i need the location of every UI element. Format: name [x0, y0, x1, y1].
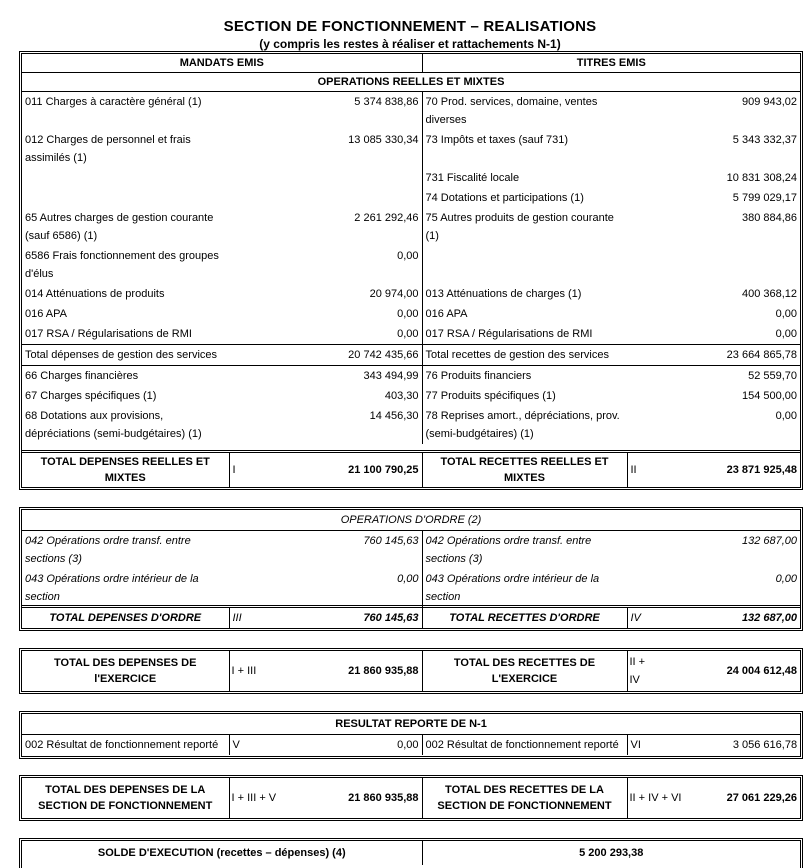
reelles-row — [22, 130, 800, 168]
reelles-rec-value: 0,00 — [775, 308, 798, 320]
reelles-rec-value: 5 799 029,17 — [732, 192, 798, 204]
reelles-fin-dep-label: 67 Charges spécifiques (1) — [25, 390, 157, 402]
reelles-rec-label: 70 Prod. services, domaine, ventes diverses — [422, 92, 627, 131]
reelles-dep-value: 20 974,00 — [369, 288, 419, 300]
total-dep-exercice-code: I + III — [229, 651, 259, 691]
ordre-heading: OPERATIONS D'ORDRE (2) — [340, 514, 482, 526]
ordre-rec-value: 132 687,00 — [741, 535, 798, 547]
reelles-heading: OPERATIONS REELLES ET MIXTES — [317, 76, 505, 88]
ordre-row — [22, 569, 800, 607]
reelles-fin-row — [22, 386, 800, 406]
report-heading: RESULTAT REPORTE DE N-1 — [335, 718, 487, 730]
report-rec-code: VI — [627, 735, 657, 756]
reelles-fin-rec-label: 78 Reprises amort., dépréciations, prov. (semi-budgétaires) (1) — [422, 406, 627, 444]
total-dep-reelles-code: I — [229, 451, 259, 487]
reelles-rec-value: 10 831 308,24 — [726, 172, 798, 184]
reelles-fin-dep-label: 66 Charges financières — [25, 370, 139, 382]
reelles-fin-dep-value: 403,30 — [384, 390, 419, 402]
reelles-row — [22, 304, 800, 324]
total-dep-reelles-label: TOTAL DEPENSES REELLES ET MIXTES — [40, 455, 210, 484]
reelles-fin-rec-value: 0,00 — [775, 410, 798, 422]
total-dep-section-label: TOTAL DES DEPENSES DE LA SECTION DE FONCTIONNEMENT — [38, 784, 213, 812]
reelles-fin-rec-label: 77 Produits spécifiques (1) — [422, 386, 627, 406]
total-rec-reelles-value: 23 871 925,48 — [726, 463, 797, 476]
reelles-dep-value: 5 374 838,86 — [354, 96, 419, 108]
reelles-fin-row — [22, 366, 800, 387]
report-block — [19, 711, 803, 759]
reelles-dep-value: 2 261 292,46 — [354, 212, 419, 224]
reelles-dep-value — [229, 188, 422, 208]
page-title: SECTION DE FONCTIONNEMENT – REALISATIONS — [223, 18, 597, 35]
total-dep-exercice-label: TOTAL DES DEPENSES DE l'EXERCICE — [54, 657, 197, 685]
total-dep-ordre-label: TOTAL DEPENSES D'ORDRE — [49, 612, 202, 624]
reelles-row — [22, 284, 800, 304]
reelles-fin-row — [22, 406, 800, 444]
reelles-dep-label: 016 APA — [25, 308, 67, 320]
solde-label: SOLDE D'EXECUTION (recettes – dépenses) (4) — [97, 847, 346, 859]
reelles-dep-label — [22, 188, 229, 208]
ordre-rec-label: 042 Opérations ordre transf. entre sections (3) — [422, 531, 627, 570]
ordre-rec-value: 0,00 — [775, 573, 798, 585]
reelles-dep-label: 011 Charges à caractère général (1) — [25, 96, 202, 108]
total-dep-ordre-code: III — [229, 607, 259, 629]
report-rec-value: 3 056 616,78 — [732, 739, 798, 751]
reelles-rec-label: 74 Dotations et participations (1) — [422, 188, 627, 208]
reelles-fin-rec-value: 154 500,00 — [741, 390, 798, 402]
ordre-dep-value: 760 145,63 — [363, 535, 419, 547]
reelles-rows2 — [22, 366, 800, 445]
solde-block — [19, 838, 803, 868]
solde-value: 5 200 293,38 — [422, 841, 800, 865]
ordre-dep-label: 042 Opérations ordre transf. entre sections (3) — [25, 535, 191, 565]
total-dep-reelles-value: 21 100 790,25 — [348, 463, 419, 476]
total-dep-exercice-value: 21 860 935,88 — [348, 665, 419, 677]
reelles-rows — [22, 92, 800, 345]
reelles-rec-value: 400 368,12 — [741, 288, 798, 300]
ordre-block — [19, 507, 803, 631]
section-block — [19, 775, 803, 821]
ordre-rec-label: 043 Opérations ordre intérieur de la section — [422, 569, 627, 607]
page-subtitle: (y compris les restes à réaliser et rattachements N-1) — [259, 37, 561, 51]
reelles-dep-label — [22, 168, 229, 188]
reelles-dep-label: 012 Charges de personnel et frais assimilés (1) — [25, 134, 191, 164]
total-rec-ordre-code: IV — [627, 607, 657, 629]
reelles-row — [22, 188, 800, 208]
ordre-rows — [22, 531, 800, 608]
total-rec-exercice-value: 24 004 612,48 — [726, 665, 797, 677]
reelles-dep-value: 0,00 — [397, 328, 419, 340]
reelles-fin-dep-value: 14 456,30 — [369, 410, 419, 422]
total-dep-ordre-value: 760 145,63 — [363, 612, 419, 624]
reelles-rec-label: 731 Fiscalité locale — [422, 168, 627, 188]
reelles-rec-label — [422, 246, 627, 284]
reelles-row — [22, 92, 800, 131]
reelles-rec-label: 013 Atténuations de charges (1) — [422, 284, 627, 304]
total-rec-section-value: 27 061 229,26 — [726, 792, 797, 804]
reelles-row — [22, 168, 800, 188]
reelles-rec-value: 380 884,86 — [741, 212, 798, 224]
reelles-rec-value: 0,00 — [775, 328, 798, 340]
reelles-dep-value — [229, 168, 422, 188]
reelles-rec-label: 017 RSA / Régularisations de RMI — [422, 324, 627, 345]
total-gestion-rec-value: 23 664 865,78 — [726, 349, 798, 361]
reelles-fin-rec-label: 76 Produits financiers — [422, 366, 627, 387]
reelles-dep-label: 017 RSA / Régularisations de RMI — [25, 328, 192, 340]
reelles-rec-label: 75 Autres produits de gestion courante (1) — [422, 208, 627, 246]
total-dep-section-value: 21 860 935,88 — [348, 792, 419, 804]
reelles-fin-dep-value: 343 494,99 — [363, 370, 419, 382]
reelles-rec-value: 909 943,02 — [741, 96, 798, 108]
total-rec-ordre-value: 132 687,00 — [741, 612, 797, 624]
total-gestion-dep-label: Total dépenses de gestion des services — [25, 349, 218, 361]
exercice-block — [19, 648, 803, 694]
reelles-row — [22, 324, 800, 345]
reelles-rec-value: 5 343 332,37 — [732, 134, 798, 146]
total-rec-ordre-label: TOTAL RECETTES D'ORDRE — [422, 607, 627, 629]
ordre-row — [22, 531, 800, 570]
reelles-dep-label: 6586 Frais fonctionnement des groupes d'élus — [25, 250, 219, 280]
total-gestion-rec-label: Total recettes de gestion des services — [422, 345, 627, 366]
ordre-dep-label: 043 Opérations ordre intérieur de la section — [25, 573, 199, 603]
reelles-dep-value: 0,00 — [397, 308, 419, 320]
reelles-row — [22, 208, 800, 246]
reelles-fin-dep-label: 68 Dotations aux provisions, dépréciations (semi-budgétaires) (1) — [25, 410, 202, 440]
reelles-fin-rec-value: 52 559,70 — [748, 370, 798, 382]
reelles-rec-label: 016 APA — [422, 304, 627, 324]
total-dep-section-code: I + III + V — [229, 778, 259, 818]
reelles-dep-label: 65 Autres charges de gestion courante (sauf 6586) (1) — [25, 212, 214, 242]
ordre-dep-value: 0,00 — [397, 573, 419, 585]
total-gestion-dep-value: 20 742 435,66 — [348, 349, 419, 361]
reelles-dep-label: 014 Atténuations de produits — [25, 288, 165, 300]
total-rec-section-code: II + IV + VI — [627, 778, 657, 818]
reelles-dep-value: 13 085 330,34 — [348, 134, 419, 146]
reelles-rec-value — [627, 246, 800, 284]
reelles-block — [19, 51, 803, 490]
reelles-row — [22, 246, 800, 284]
total-rec-reelles-label: TOTAL RECETTES REELLES ET MIXTES — [422, 451, 627, 487]
reelles-dep-value: 0,00 — [397, 250, 419, 262]
total-rec-exercice-label: TOTAL DES RECETTES DE L'EXERCICE — [422, 651, 627, 691]
mandats-header: MANDATS EMIS — [179, 57, 264, 69]
report-dep-label: 002 Résultat de fonctionnement reporté — [25, 739, 219, 751]
report-dep-value: 0,00 — [397, 739, 419, 751]
titres-header: TITRES EMIS — [422, 54, 800, 73]
total-rec-section-label: TOTAL DES RECETTES DE LA SECTION DE FONCTIONNEMENT — [422, 778, 627, 818]
total-rec-exercice-code: II + IV — [627, 651, 657, 691]
total-rec-reelles-code: II — [627, 451, 657, 487]
report-dep-code: V — [229, 735, 259, 756]
report-rec-label: 002 Résultat de fonctionnement reporté — [422, 735, 627, 756]
reelles-rec-label: 73 Impôts et taxes (sauf 731) — [422, 130, 627, 168]
